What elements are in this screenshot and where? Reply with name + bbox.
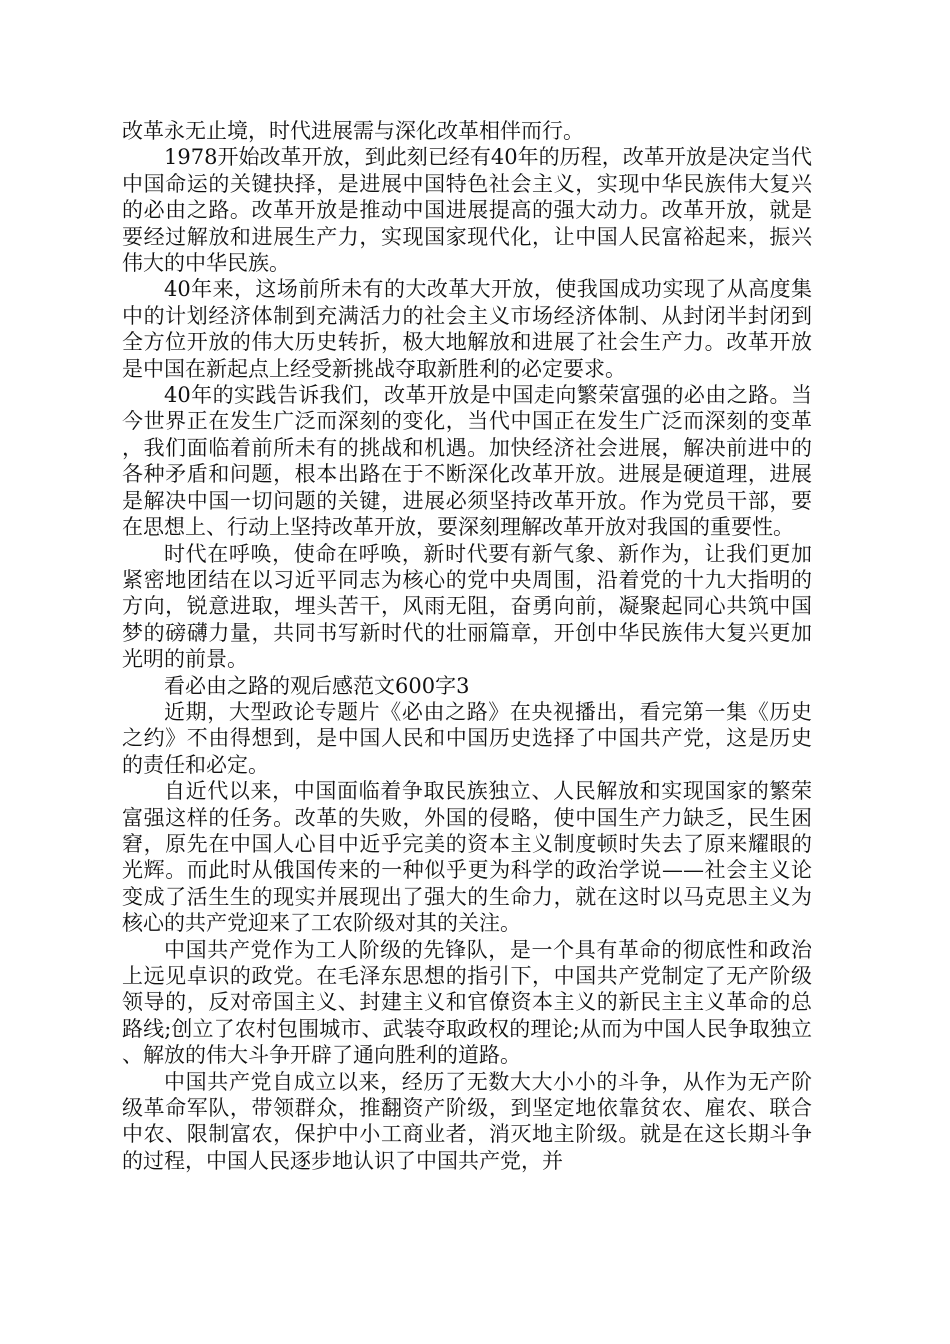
paragraph-forty-years: 40年来，这场前所未有的大改革大开放，使我国成功实现了从高度集中的计划经济体制到充满活力的社会主义市场经济体制、从封闭半封闭到全方位开放的伟大历史转折，极大地解放和进展了社会生产力。改革开放是中国在新起点上经受新挑战夺取新胜利的必定要求。 xyxy=(122,277,812,381)
paragraph-continuation: 改革永无止境，时代进展需与深化改革相伴而行。 xyxy=(122,119,584,143)
paragraph-modern-history: 自近代以来，中国面临着争取民族独立、人民解放和实现国家的繁荣富强这样的任务。改革的失败，外国的侵略，使中国生产力缺乏，民生困窘，原先在中国人心目中近乎完美的资本主义制度顿时失去了原来耀眼的光辉。而此时从俄国传来的一种似乎更为科学的政治学说——社会主义论变成了活生生的现实并展现出了强大的生命力，就在这时以马克思主义为核心的共产党迎来了工农阶级对其的关注。 xyxy=(122,779,812,936)
paragraph-practice: 40年的实践告诉我们，改革开放是中国走向繁荣富强的必由之路。当今世界正在发生广泛而深刻的变化，当代中国正在发生广泛而深刻的变革，我们面临着前所未有的挑战和机遇。加快经济社会进展，解决前进中的各种矛盾和问题，根本出路在于不断深化改革开放。进展是硬道理，进展是解决中国一切问题的关键，进展必须坚持改革开放。作为党员干部，要在思想上、行动上坚持改革开放，要深刻理解改革开放对我国的重要性。 xyxy=(122,383,812,540)
section-heading: 看必由之路的观后感范文600字3 xyxy=(164,673,470,698)
paragraph-reform-history: 1978开始改革开放，到此刻已经有40年的历程，改革开放是决定当代中国命运的关键抉择，是进展中国特色社会主义，实现中华民族伟大复兴的必由之路。改革开放是推动中国进展提高的强大动力。改革开放，就是要经过解放和进展生产力，实现国家现代化，让中国人民富裕起来，振兴伟大的中华民族。 xyxy=(122,145,812,276)
document-body xyxy=(122,118,812,1174)
paragraph-new-era: 时代在呼唤，使命在呼唤，新时代要有新气象、新作为，让我们更加紧密地团结在以习近平同志为核心的党中央周围，沿着党的十九大指明的方向，锐意进取，埋头苦干，风雨无阻，奋勇向前，凝聚起同心共筑中国梦的磅礴力量，共同书写新时代的壮丽篇章，开创中华民族伟大复兴更加光明的前景。 xyxy=(122,541,812,672)
paragraph-party-vanguard: 中国共产党作为工人阶级的先锋队，是一个具有革命的彻底性和政治上远见卓识的政党。在毛泽东思想的指引下，中国共产党制定了无产阶级领导的，反对帝国主义、封建主义和官僚资本主义的新民主主义革命的总路线;创立了农村包围城市、武装夺取政权的理论;从而为中国人民争取独立、解放的伟大斗争开辟了通向胜利的道路。 xyxy=(122,937,812,1068)
paragraph-party-struggle: 中国共产党自成立以来，经历了无数大大小小的斗争，从作为无产阶级革命军队，带领群众，推翻资产阶级，到坚定地依靠贫农、雇农、联合中农、限制富农，保护中小工商业者，消灭地主阶级。就是在这长期斗争的过程，中国人民逐步地认识了中国共产党，并 xyxy=(122,1069,812,1173)
paragraph-documentary: 近期，大型政论专题片《必由之路》在央视播出，看完第一集《历史之约》不由得想到，是中国人民和中国历史选择了中国共产党，这是历史的责任和必定。 xyxy=(122,699,812,777)
